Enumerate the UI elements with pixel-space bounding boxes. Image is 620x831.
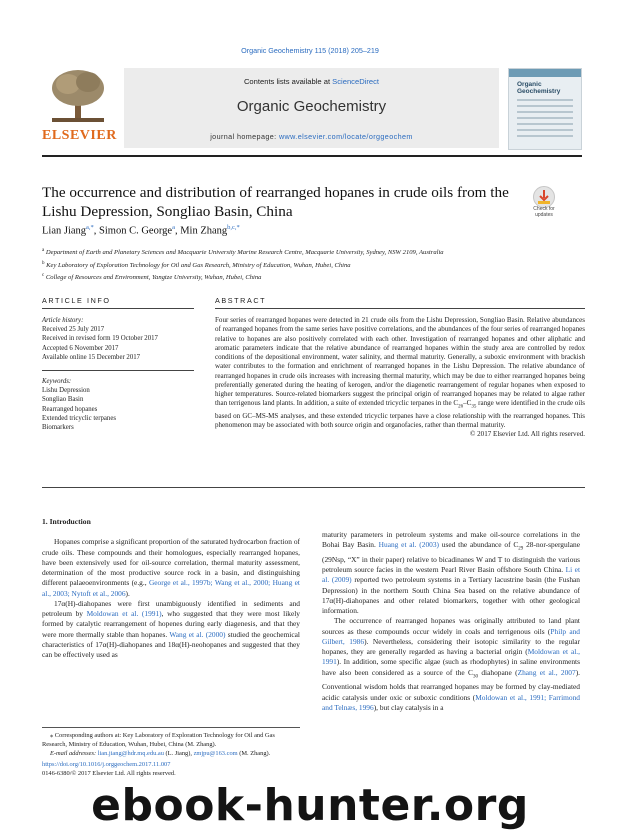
history-item: Received 25 July 2017	[42, 326, 105, 334]
email-line: E-mail addresses: lian.jiang@hdr.mq.edu.au (L. Jiang), zmjpu@163.com (M. Zhang).	[50, 750, 271, 757]
contents-prefix: Contents lists available at	[243, 77, 333, 86]
article-info	[42, 316, 192, 432]
author-list: Lian Jiang$^{a,*}$, Simon C. George$^a$, Min Zhang$^{b,c,*}$	[42, 224, 240, 237]
affiliation: $^c$ College of Resources and Environment, Yangtze University, Wuhan, Hubei, China	[42, 273, 262, 282]
citation-link[interactable]: Moldowan et al., 1991; Farrimond and Telnæs, 1996	[322, 692, 580, 712]
elsevier-tree-icon	[48, 68, 108, 124]
citation-link[interactable]: Moldowan et al. (1991)	[86, 609, 162, 618]
history-item: Available online 15 December 2017	[42, 353, 141, 361]
author-affiliation-mark[interactable]: a	[172, 224, 175, 231]
citation-link[interactable]: Moldowan et al., 1991	[322, 647, 580, 667]
contents-line	[124, 77, 499, 86]
keywords-label: Keywords:	[42, 378, 72, 386]
email-link[interactable]: lian.jiang@hdr.mq.edu.au	[97, 750, 164, 757]
affiliations	[42, 246, 562, 284]
author-name[interactable]: Min Zhang	[180, 225, 228, 237]
history-item: Accepted 6 November 2017	[42, 344, 119, 352]
cover-bar	[509, 69, 581, 77]
paragraph: The occurrence of rearranged hopanes was originally attributed to land plant sources as these compounds occur widely in coals and terrigenous oils (Philp and Gilbert, 1986). Nevertheless, considering their isotopic similarity to the regular hopanes, they are generally regarded as having a bacterial origin (Moldowan et al., 1991). In addition, some specific algae (such as rhodophytes) in saline environments have also been considered as a source of the $C_{30}$ diahopane (Zhang et al., 2007). Conventional wisdom holds that rearranged hopanes may be formed by clay-mediated acidic catalysis under oxic or suboxic conditions (Moldowan et al., 1991; Farrimond and Telnæs, 1996), but clay catalysis in a	[322, 616, 581, 712]
keyword: Extended tricyclic terpanes	[42, 414, 116, 422]
issn-line: 0146-6380/© 2017 Elsevier Ltd. All rights reserved.	[42, 770, 176, 777]
body-column-left	[42, 517, 300, 660]
keyword: Biomarkers	[42, 424, 74, 432]
homepage-link[interactable]: www.elsevier.com/locate/orggeochem	[278, 132, 413, 141]
author-affiliation-mark[interactable]: b,c,*	[227, 224, 240, 231]
cover-decoration	[517, 99, 573, 141]
author-affiliation-mark[interactable]: a,*	[86, 224, 94, 231]
citation-link[interactable]: Huang et al. (2003)	[378, 540, 439, 550]
journal-homepage	[124, 132, 499, 141]
divider	[42, 370, 194, 371]
body-column-right	[322, 530, 580, 713]
journal-banner	[124, 68, 499, 148]
sciencedirect-link[interactable]: ScienceDirect	[332, 77, 380, 86]
citation-link[interactable]: Zhang et al., 2007	[517, 667, 576, 677]
paragraph: Hopanes comprise a significant proportion of the saturated hydrocarbon fraction of crude oils. These compounds and their homologues, especially rearranged hopanes, have been extensively used for oil-source correlation, thermal maturity assessment, determination of the most productive source rock in a basin, and distinguishing different palaeoenvironments (e.g., George et al., 1997b; Wang et al., 2000; Huang et al., 2003; Nytoft et al., 2006).	[42, 537, 300, 598]
corresponding-author-footnote	[42, 727, 300, 758]
citation-link[interactable]: Li et al. (2009)	[322, 565, 581, 585]
crossmark-label: Check for updates	[533, 206, 555, 218]
journal-name: Organic Geochemistry	[236, 98, 387, 115]
doi-link[interactable]: https://doi.org/10.1016/j.orggeochem.2017.11.007	[42, 761, 171, 768]
elsevier-logo[interactable]	[42, 68, 117, 148]
homepage-prefix: journal homepage:	[210, 132, 279, 141]
journal-citation[interactable]: Organic Geochemistry 115 (2018) 205–219	[241, 46, 379, 55]
divider	[215, 308, 585, 309]
doi-block	[42, 760, 176, 778]
journal-cover-thumbnail[interactable]	[508, 68, 582, 150]
article-title: The occurrence and distribution of rearranged hopanes in crude oils from the Lishu Depression, Songliao Basin, China	[42, 184, 509, 220]
crossmark-icon	[533, 186, 555, 208]
divider	[42, 487, 585, 488]
abstract-text: Four series of rearranged hopanes were detected in 21 crude oils from the Lishu Depression, Songliao Basin. Relative abundances of rearranged hopanes from the same series have positive correlations, and the abundances of the four series of rearranged hopanes relative to hopanes are also positively correlated with each other. Investigation of rearranged hopanes and other aliphatic and aromatic parameters indicate that the relative abundance of rearranged hopanes within the study area are controlled by redox conditions of the depositional environment, water salinity, and thermal maturity. Generally, a suboxic environment with brackish water contributes to the formation and enrichment of rearranged hopanes in the Lishu Depression. The relative abundance of rearranged hopanes in crude oils increases with increasing thermal maturity, which may be due to either rearranged hopanes being preferentially generated during the heating of kerogen, and/or the diagenetic rearrangement of regular hopanes when exposed to higher temperatures. Source-related biomarkers suggest the principal origin of rearranged hopanes may be related to algae rather than terrigenous land plants. In addition, a suite of extended tricyclic terpanes in the $C_{26}-C_{35}$ range were identified in the crude oils based on GC–MS-MS analyses, and these extended tricyclic terpanes have a close relationship with the rearranged hopanes. This phenomenon may be associated with both source origin and organofacies, rather than thermal maturity. © 2017 Elsevier Ltd. All rights reserved.	[215, 316, 585, 439]
copyright: © 2017 Elsevier Ltd. All rights reserved.	[470, 430, 585, 439]
citation-link[interactable]: Philp and Gilbert, 1986	[322, 626, 580, 646]
keyword: Rearranged hopanes	[42, 405, 98, 413]
affiliation: $^a$ Department of Earth and Planetary Sciences and Macquarie University Marine Research Centre, Macquarie University, Sydney, NSW 2109, Australia	[42, 248, 444, 257]
citation-link[interactable]: Wang et al. (2000)	[169, 629, 226, 639]
paragraph: maturity parameters in petroleum systems and make oil-source correlations in the Bohai Bay Basin. Huang et al. (2003) used the abundance of $C_{29}$ 28-nor-spergulane (29Nsp, “X” in their paper) relative to bicadinanes W and T to distinguish the various petroleum source facies in the western Pearl River Basin offshore South China. Li et al. (2009) reported two petroleum systems in a Tertiary lacustrine basin (the Fushan Depression) in the northern South China Sea based on the relative abundance of 17α(H)-diahopanes and other related biomarkers, together with other geological information.	[322, 530, 581, 616]
affiliation: $^b$ Key Laboratory of Exploration Technology for Oil and Gas Research, Ministry of Education, Wuhan, Hubei, China	[42, 260, 351, 269]
check-for-updates-button[interactable]	[528, 186, 560, 220]
watermark: ebook-hunter.org	[91, 780, 529, 831]
citation-link[interactable]: George et al., 1997b; Wang et al., 2000; Huang et al., 2003; Nytoft et al., 2006	[42, 578, 300, 598]
history-item: Received in revised form 19 October 2017	[42, 335, 158, 343]
section-heading: 1. Introduction	[42, 517, 91, 526]
publisher-name: ELSEVIER	[42, 128, 117, 143]
author-name[interactable]: Lian Jiang	[42, 225, 87, 237]
abstract-heading: ABSTRACT	[215, 296, 267, 305]
journal-masthead	[42, 60, 582, 157]
footnote-text: ⁎ Corresponding authors at: Key Laboratory of Exploration Technology for Oil and Gas Research, Ministry of Education, Wuhan, Hubei, China (M. Zhang).	[42, 732, 275, 748]
divider	[42, 308, 194, 309]
email-link[interactable]: zmjpu@163.com	[193, 750, 238, 757]
keyword: Songliao Basin	[42, 396, 84, 404]
article-info-heading: ARTICLE INFO	[42, 296, 111, 305]
cover-title: Organic Geochemistry	[517, 81, 561, 95]
paragraph: 17α(H)-diahopanes were first unambiguously identified in sediments and petroleum by Moldowan et al. (1991), who suggested that they were most likely formed by catalytic rearrangement of hopenes during early diagenesis, and that they were more thermally stable than hopanes. Wang et al. (2000) studied the geochemical characteristics of 17α(H)-diahopanes and 18α(H)-neohopanes and suggested that they can be effectively used as	[42, 598, 300, 659]
keyword: Lishu Depression	[42, 387, 90, 395]
history-label: Article history:	[42, 317, 84, 324]
author-name[interactable]: Simon C. George	[99, 225, 173, 237]
